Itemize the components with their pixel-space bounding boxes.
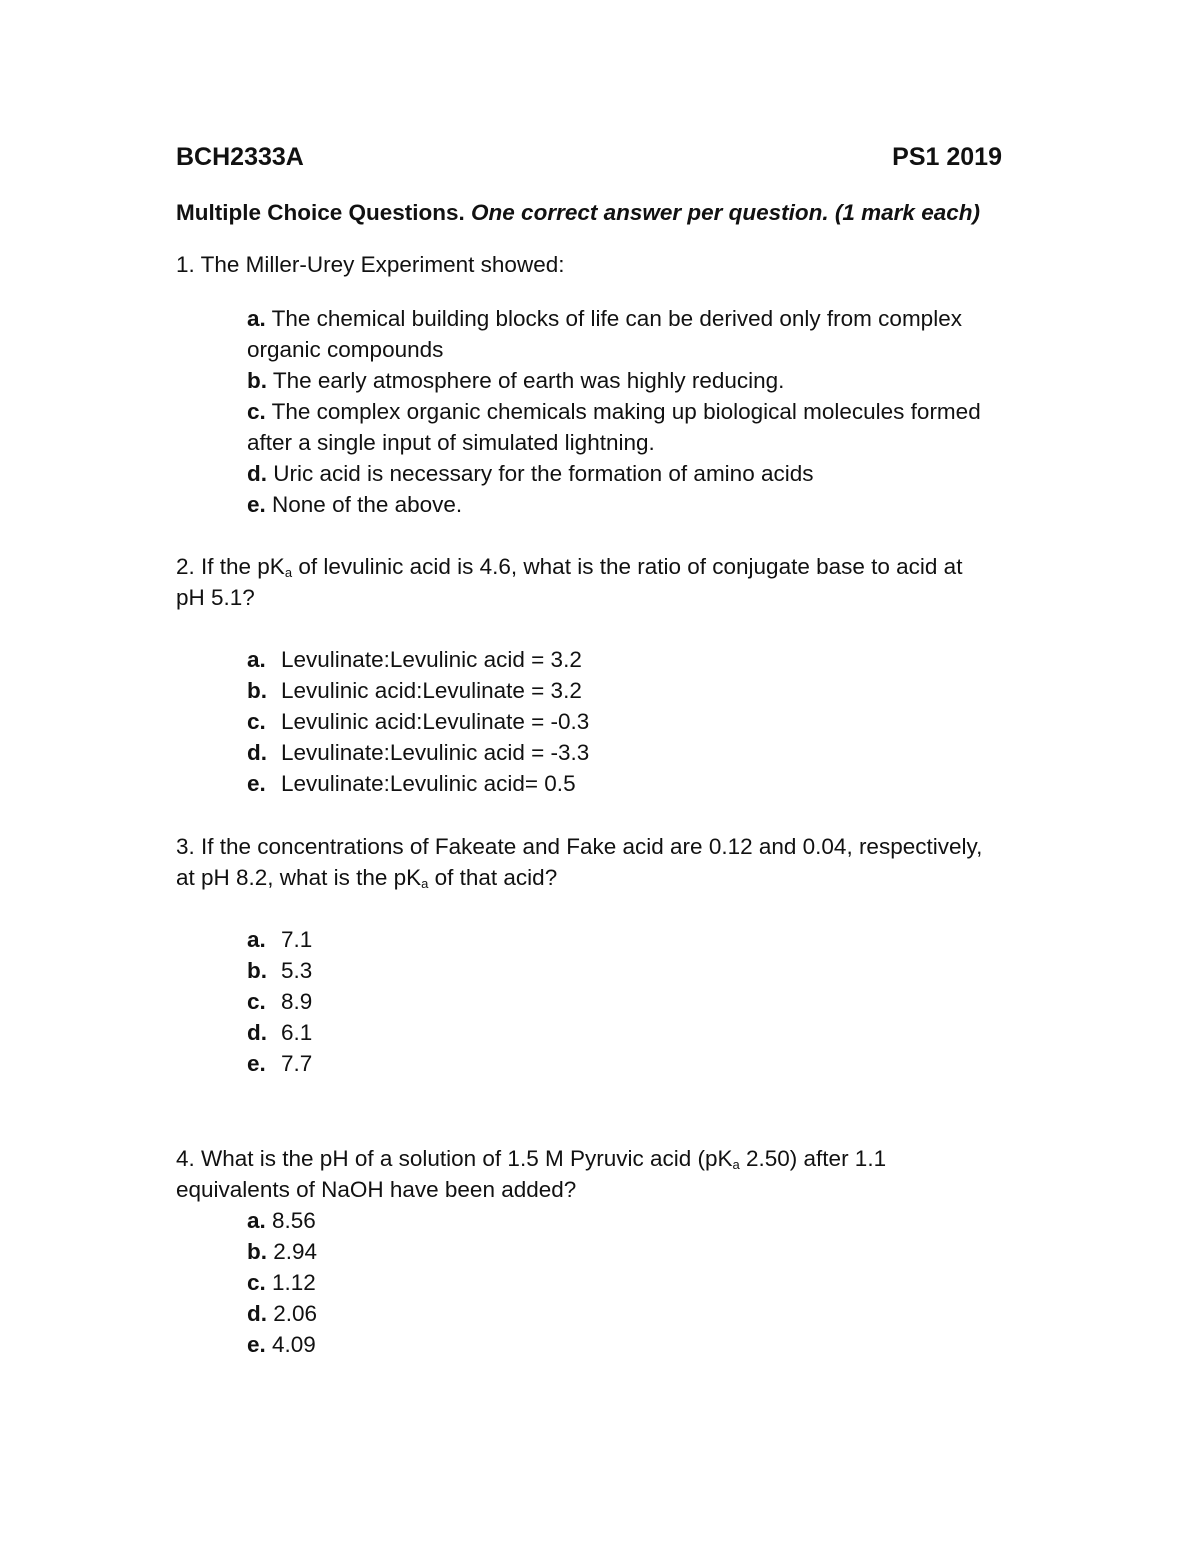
stem-text: 2. If the pK [176, 554, 285, 579]
option-letter: a. [247, 306, 266, 331]
option-letter: a. [247, 1208, 266, 1233]
question-2-options [247, 644, 589, 799]
option-text: The complex organic chemicals making up biological molecules formed [271, 399, 981, 424]
option-text: 8.9 [281, 989, 313, 1014]
stem-text: at pH 8.2, what is the pK [176, 865, 422, 890]
question-3-option-e [247, 1048, 312, 1079]
stem-subscript: a [284, 565, 293, 580]
option-letter: b. [247, 958, 267, 983]
question-4-stem [176, 1143, 886, 1174]
question-4-option-d [247, 1298, 317, 1329]
question-1-option-b [247, 365, 981, 396]
option-text: 7.7 [281, 1051, 313, 1076]
option-letter: e. [247, 492, 266, 517]
option-text: Levulinate:Levulinic acid= 0.5 [281, 771, 576, 796]
stem-text: 2.50) after 1.1 [739, 1146, 887, 1171]
question-3-option-b [247, 955, 312, 986]
option-letter: b. [247, 1239, 267, 1264]
option-text: 8.56 [272, 1208, 316, 1233]
section-heading [176, 197, 980, 228]
question-2-option-b [247, 675, 589, 706]
option-text: The early atmosphere of earth was highly reducing. [272, 368, 785, 393]
option-letter: c. [247, 1270, 266, 1295]
question-4-option-b [247, 1236, 317, 1267]
question-2-option-a [247, 644, 589, 675]
question-1-option-a-cont: organic compounds [247, 337, 444, 362]
option-text: 6.1 [281, 1020, 313, 1045]
stem-text: 4. What is the pH of a solution of 1.5 M Pyruvic acid (pK [176, 1146, 733, 1171]
question-1-option-e [247, 489, 981, 520]
option-text: Levulinic acid:Levulinate = 3.2 [281, 678, 582, 703]
option-text: The chemical building blocks of life can be derived only from complex [271, 306, 962, 331]
question-3-stem: 3. If the concentrations of Fakeate and Fake acid are 0.12 and 0.04, respectively, [176, 834, 983, 859]
question-3-option-c [247, 986, 312, 1017]
question-1-option-c [247, 396, 981, 427]
option-text: 1.12 [272, 1270, 316, 1295]
question-2-option-c [247, 706, 589, 737]
option-text: 5.3 [281, 958, 313, 983]
question-1-option-a [247, 303, 981, 334]
option-text: 2.94 [273, 1239, 318, 1264]
option-text: Uric acid is necessary for the formation of amino acids [273, 461, 814, 486]
option-text: Levulinate:Levulinic acid = -3.3 [281, 740, 590, 765]
option-letter: c. [247, 989, 266, 1014]
question-3-stem-cont [176, 862, 557, 893]
stem-text: of that acid? [428, 865, 558, 890]
question-1-option-c-cont: after a single input of simulated lightning. [247, 430, 655, 455]
question-1-stem: 1. The Miller-Urey Experiment showed: [176, 252, 565, 277]
option-letter: d. [247, 461, 267, 486]
option-text: Levulinic acid:Levulinate = -0.3 [281, 709, 590, 734]
stem-text: of levulinic acid is 4.6, what is the ratio of conjugate base to acid at [292, 554, 963, 579]
option-letter: a. [247, 647, 266, 672]
option-letter: e. [247, 1332, 266, 1357]
section-title: Multiple Choice Questions. [176, 200, 465, 225]
section-instructions: One correct answer per question. (1 mark each) [471, 200, 980, 225]
option-letter: d. [247, 1020, 267, 1045]
option-letter: e. [247, 1051, 266, 1076]
question-3-options [247, 924, 312, 1079]
question-3-option-d [247, 1017, 312, 1048]
question-1-options [247, 303, 981, 520]
option-letter: d. [247, 1301, 267, 1326]
option-letter: b. [247, 678, 267, 703]
course-code: BCH2333A [176, 143, 304, 171]
problem-set-label: PS1 2019 [892, 143, 1002, 171]
stem-subscript: a [732, 1157, 740, 1172]
option-letter: c. [247, 709, 266, 734]
option-letter: c. [247, 399, 266, 424]
question-2-stem [176, 551, 962, 582]
option-text: 4.09 [272, 1332, 316, 1357]
question-1-option-d [247, 458, 981, 489]
question-4-option-c [247, 1267, 317, 1298]
option-letter: e. [247, 771, 266, 796]
option-letter: d. [247, 740, 267, 765]
question-4-option-a [247, 1205, 317, 1236]
option-text: Levulinate:Levulinic acid = 3.2 [281, 647, 582, 672]
option-text: 7.1 [281, 927, 313, 952]
question-4-options [247, 1205, 317, 1360]
question-4-option-e [247, 1329, 317, 1360]
option-letter: b. [247, 368, 267, 393]
question-2-option-e [247, 768, 589, 799]
option-letter: a. [247, 927, 266, 952]
option-text: 2.06 [273, 1301, 318, 1326]
question-3-option-a [247, 924, 312, 955]
question-4-stem-cont: equivalents of NaOH have been added? [176, 1177, 577, 1202]
stem-subscript: a [421, 876, 429, 891]
question-2-stem-cont: pH 5.1? [176, 585, 255, 610]
option-text: None of the above. [272, 492, 463, 517]
question-2-option-d [247, 737, 589, 768]
